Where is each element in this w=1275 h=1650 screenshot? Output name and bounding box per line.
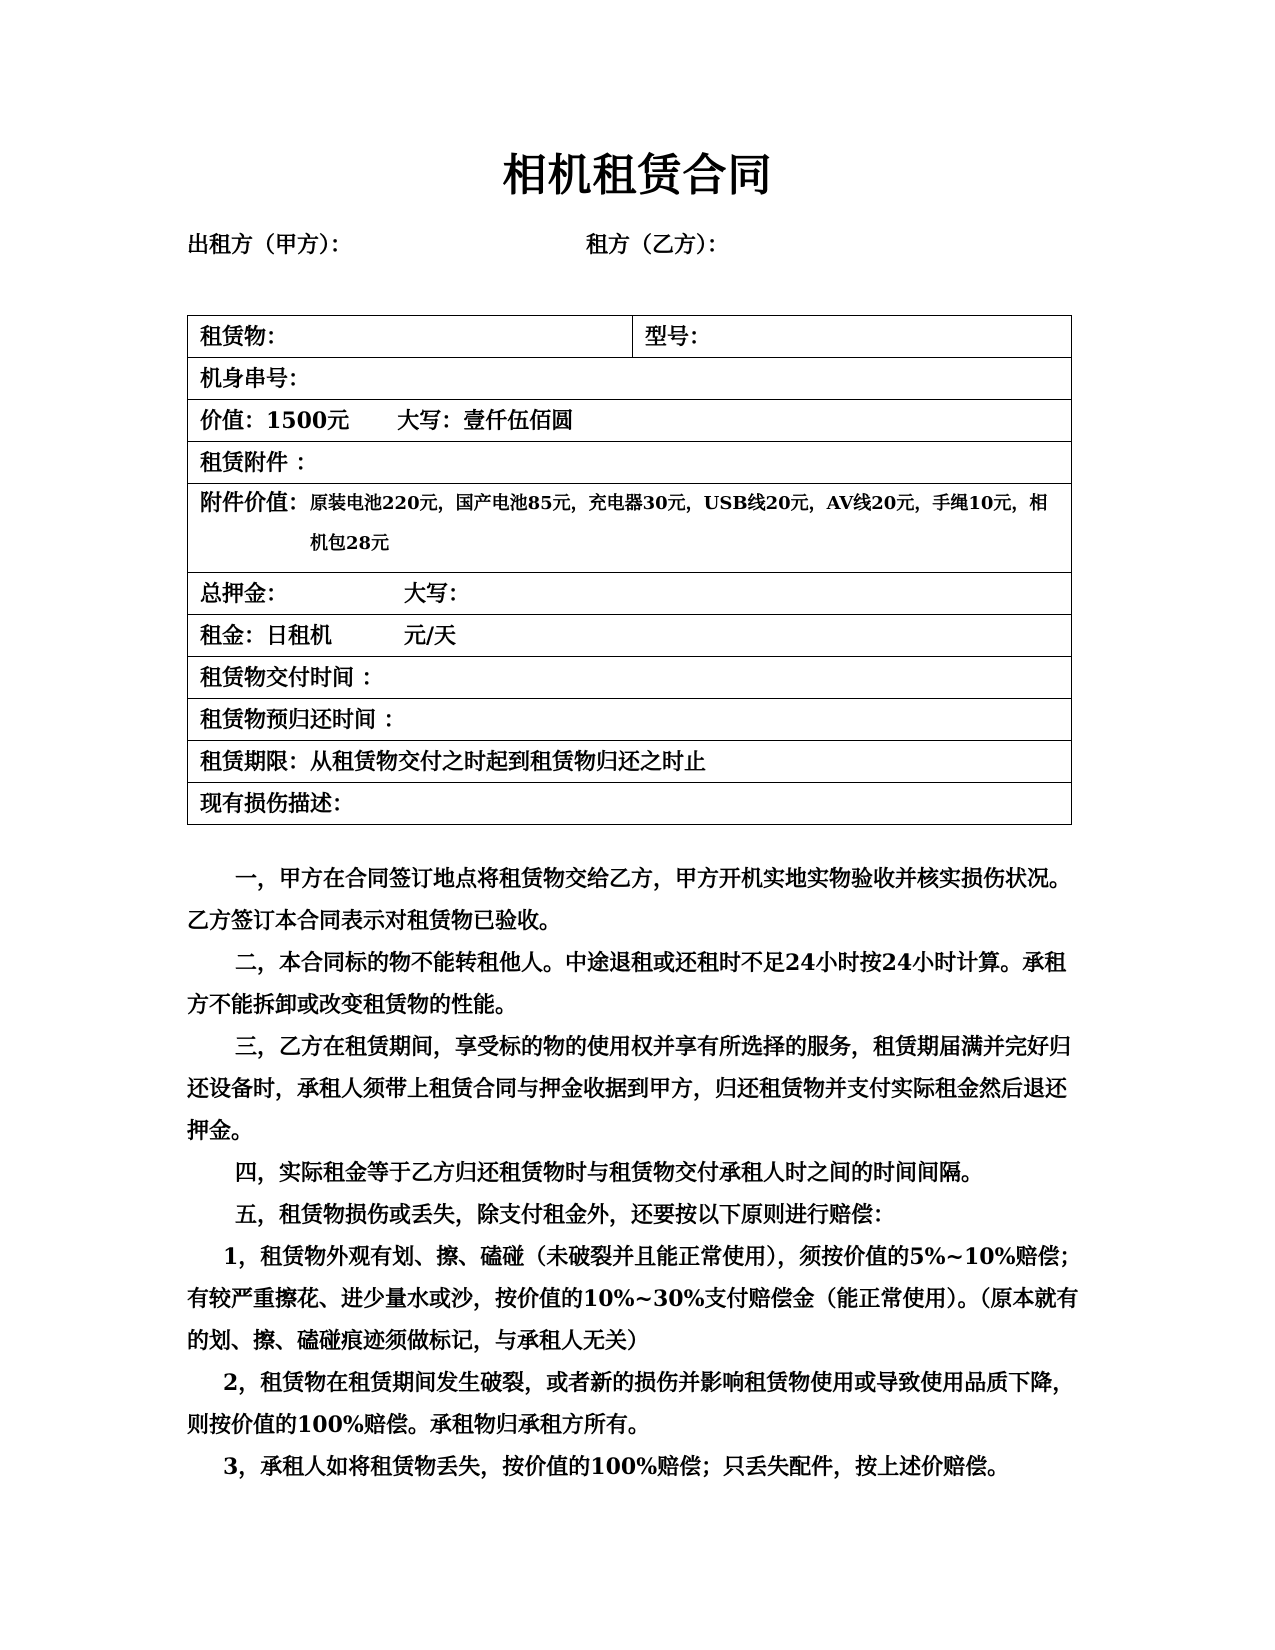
- deposit-caps: 大写：: [404, 580, 471, 607]
- clause-2: 二，本合同标的物不能转租他人。中途退租或还租时不足24小时按24小时计算。承租方不能拆卸或改变租赁物的性能。: [187, 950, 1067, 1018]
- value-label: 价值：1500元: [200, 407, 350, 434]
- value-caps: 大写：壹仟伍佰圆: [397, 407, 574, 434]
- term-cell: 租赁期限：从租赁物交付之时起到租赁物归还之时止: [188, 741, 1072, 783]
- lessee-label: 租方（乙方）：: [586, 232, 730, 258]
- rent-label: 租金：日租机: [200, 622, 333, 649]
- deposit-cell: [188, 573, 1072, 615]
- table-row: [188, 358, 1072, 400]
- accessories-cell: 租赁附件 ：: [188, 442, 1072, 484]
- accessory-value-text: 原装电池220元，国产电池85元，充电器30元，USB线20元，AV线20元，手绳10元，相机包28元: [310, 493, 1048, 554]
- lessor-label: 出租方（甲方）：: [187, 232, 353, 258]
- table-row: [188, 699, 1072, 741]
- clause-4: 四，实际租金等于乙方归还租赁物时与租赁物交付承租人时之间的时间间隔。: [235, 1160, 984, 1186]
- table-row: [188, 741, 1072, 783]
- clause-3: 三，乙方在租赁期间，享受标的物的使用权并享有所选择的服务，租赁期届满并完好归还设备时，承租人须带上租赁合同与押金收据到甲方，归还租赁物并支付实际租金然后退还押金。: [187, 1034, 1072, 1144]
- clause-5-item-2: 2，租赁物在租赁期间发生破裂，或者新的损伤并影响租赁物使用或导致使用品质下降，则按价值的100%赔偿。承租物归承租方所有。: [187, 1370, 1075, 1438]
- model-cell: 型号：: [633, 316, 1072, 358]
- table-row: [188, 657, 1072, 699]
- clause-5-item-3: 3，承租人如将租赁物丢失，按价值的100%赔偿；只丢失配件，按上述价赔偿。: [223, 1454, 1010, 1480]
- table-row: [188, 615, 1072, 657]
- rental-info-table: [187, 315, 1072, 825]
- table-row: [188, 400, 1072, 442]
- clause-5: 五，租赁物损伤或丢失，除支付租金外，还要按以下原则进行赔偿：: [235, 1202, 896, 1228]
- table-row: [188, 484, 1072, 573]
- accessory-value-label: 附件价值：: [200, 490, 311, 516]
- serial-cell: 机身串号：: [188, 358, 1072, 400]
- document-title: 相机租赁合同: [502, 150, 773, 201]
- delivery-time-cell: 租赁物交付时间 ：: [188, 657, 1072, 699]
- clause-1: 一，甲方在合同签订地点将租赁物交给乙方，甲方开机实地实物验收并核实损伤状况。乙方签订本合同表示对租赁物已验收。: [187, 866, 1072, 934]
- rent-unit: 元/天: [404, 622, 457, 649]
- item-cell: 租赁物：: [188, 316, 633, 358]
- deposit-label: 总押金：: [200, 580, 289, 607]
- damage-cell: 现有损伤描述：: [188, 783, 1072, 825]
- rent-cell: [188, 615, 1072, 657]
- table-row: [188, 442, 1072, 484]
- return-time-cell: 租赁物预归还时间 ：: [188, 699, 1072, 741]
- table-row: [188, 573, 1072, 615]
- clause-5-item-1: 1，租赁物外观有划、擦、磕碰（未破裂并且能正常使用），须按价值的5%~10%赔偿；有较严重擦花、进少量水或沙，按价值的10%~30%支付赔偿金（能正常使用）。（原本就有的划、擦、磕碰痕迹须做标记，与承租人无关）: [187, 1244, 1082, 1354]
- contract-clauses: [187, 858, 1087, 1488]
- table-row: [188, 316, 1072, 358]
- accessory-value-cell: [188, 484, 1072, 573]
- table-row: [188, 783, 1072, 825]
- value-cell: [188, 400, 1072, 442]
